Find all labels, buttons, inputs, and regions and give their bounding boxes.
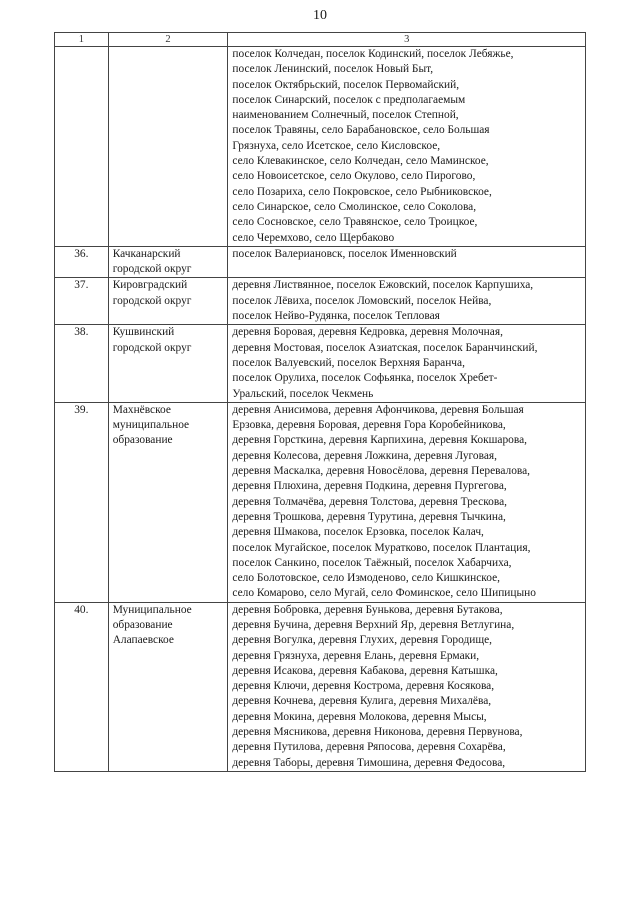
table-header-row bbox=[55, 33, 586, 47]
settlements-cell bbox=[228, 325, 586, 402]
settlements-line: деревня Толмачёва, деревня Толстова, деревня Трескова, bbox=[232, 495, 507, 508]
settlements-line: поселок Лёвиха, поселок Ломовский, поселок Нейва, bbox=[232, 294, 492, 307]
row-number-cell: 40. bbox=[55, 602, 109, 771]
settlements-line: Ерзовка, деревня Боровая, деревня Гора Коробейникова, bbox=[232, 419, 506, 432]
settlements-line: деревня Колесова, деревня Ложкина, деревня Луговая, bbox=[232, 449, 497, 462]
settlements-line: поселок Травяны, село Барабановское, село Большая bbox=[232, 124, 490, 137]
settlements-line: поселок Мугайское, поселок Муратково, поселок Плантация, bbox=[232, 541, 531, 554]
settlements-line: деревня Плюхина, деревня Подкина, деревня Пургегова, bbox=[232, 480, 507, 493]
settlements-line: поселок Ленинский, поселок Новый Быт, bbox=[232, 63, 434, 76]
municipality-name-line: образование bbox=[112, 434, 173, 447]
table-row bbox=[55, 325, 586, 402]
settlements-line: село Болотовское, село Измоденово, село Кишкинское, bbox=[232, 572, 500, 585]
table-row bbox=[55, 402, 586, 602]
settlements-line: деревня Листвянное, поселок Ежовский, поселок Карпушиха, bbox=[232, 279, 534, 292]
settlements-line: село Синарское, село Смолинское, село Соколова, bbox=[232, 200, 477, 213]
municipality-cell bbox=[108, 402, 228, 602]
page-number: 10 bbox=[313, 8, 327, 23]
column-header-settlements: 3 bbox=[228, 33, 586, 47]
municipality-name-line: городской округ bbox=[112, 263, 192, 276]
settlements-line: село Черемхово, село Щербаково bbox=[232, 231, 395, 244]
municipality-name-line: Муниципальное bbox=[112, 603, 192, 616]
table-row bbox=[55, 278, 586, 325]
settlements-line: поселок Колчедан, поселок Кодинский, поселок Лебяжье, bbox=[232, 48, 514, 60]
municipality-cell bbox=[108, 278, 228, 325]
municipality-name-line: Кушвинский bbox=[112, 326, 175, 339]
settlements-line: деревня Анисимова, деревня Афончикова, деревня Большая bbox=[232, 403, 524, 416]
settlements-line: деревня Вогулка, деревня Глухих, деревня Городище, bbox=[232, 634, 493, 647]
settlements-cell bbox=[228, 47, 586, 247]
settlements-line: Грязнуха, село Исетское, село Кисловское, bbox=[232, 139, 441, 152]
column-header-number: 1 bbox=[55, 33, 109, 47]
table-row bbox=[55, 47, 586, 247]
settlements-line: деревня Бучина, деревня Верхний Яр, деревня Ветлугина, bbox=[232, 618, 515, 631]
settlements-line: деревня Горсткина, деревня Карпихина, деревня Кокшарова, bbox=[232, 434, 527, 447]
settlements-line: деревня Мостовая, поселок Азиатская, поселок Баранчинский, bbox=[232, 341, 538, 354]
settlements-line: поселок Валериановск, поселок Именновский bbox=[232, 247, 457, 260]
municipality-name-line: муниципальное bbox=[112, 419, 190, 432]
settlements-line: поселок Санкино, поселок Таёжный, поселок Хабарчиха, bbox=[232, 556, 512, 569]
settlements-cell bbox=[228, 246, 586, 278]
municipality-name-line: Кировградский bbox=[112, 279, 188, 292]
settlements-cell bbox=[228, 602, 586, 771]
municipality-name-line: образование bbox=[112, 618, 173, 631]
row-number-cell bbox=[55, 47, 109, 247]
settlements-line: поселок Синарский, поселок с предполагаемым bbox=[232, 93, 466, 106]
municipality-name-line: городской округ bbox=[112, 341, 192, 354]
settlements-line: наименованием Солнечный, поселок Степной, bbox=[232, 109, 459, 122]
settlements-line: деревня Шмакова, поселок Ерзовка, поселок Калач, bbox=[232, 526, 484, 539]
settlements-line: деревня Бобровка, деревня Бунькова, деревня Бутакова, bbox=[232, 603, 503, 616]
settlements-line: село Клевакинское, село Колчедан, село Маминское, bbox=[232, 155, 489, 168]
municipality-cell bbox=[108, 602, 228, 771]
municipality-cell bbox=[108, 325, 228, 402]
settlements-line: деревня Путилова, деревня Ряпосова, деревня Сохарёва, bbox=[232, 741, 506, 754]
settlements-table bbox=[54, 32, 586, 772]
row-number-cell: 38. bbox=[55, 325, 109, 402]
settlements-line: село Позариха, село Покровское, село Рыбниковское, bbox=[232, 185, 492, 198]
column-header-municipality: 2 bbox=[108, 33, 228, 47]
settlements-line: поселок Орулиха, поселок Софьянка, поселок Хребет- bbox=[232, 372, 498, 385]
table-row bbox=[55, 246, 586, 278]
municipality-name-line: Качканарский bbox=[112, 247, 181, 260]
settlements-line: деревня Кочнева, деревня Кулига, деревня Михалёва, bbox=[232, 695, 492, 708]
settlements-line: деревня Трошкова, деревня Турутина, деревня Тычкина, bbox=[232, 510, 506, 523]
settlements-line: деревня Грязнуха, деревня Елань, деревня Ермаки, bbox=[232, 649, 480, 662]
municipality-cell bbox=[108, 246, 228, 278]
settlements-line: деревня Ключи, деревня Кострома, деревня Косякова, bbox=[232, 680, 495, 693]
settlements-line: деревня Исакова, деревня Кабакова, деревня Катышка, bbox=[232, 664, 498, 677]
settlements-line: село Новоисетское, село Окулово, село Пирогово, bbox=[232, 170, 476, 183]
municipality-cell bbox=[108, 47, 228, 247]
settlements-line: поселок Валуевский, поселок Верхняя Баранча, bbox=[232, 356, 465, 369]
municipality-name-line: городской округ bbox=[112, 294, 192, 307]
row-number-cell: 36. bbox=[55, 246, 109, 278]
settlements-cell bbox=[228, 402, 586, 602]
settlements-line: деревня Мясникова, деревня Никонова, деревня Первунова, bbox=[232, 726, 523, 739]
row-number-cell: 39. bbox=[55, 402, 109, 602]
settlements-cell bbox=[228, 278, 586, 325]
settlements-line: поселок Октябрьский, поселок Первомайский, bbox=[232, 78, 460, 91]
row-number-cell: 37. bbox=[55, 278, 109, 325]
settlements-line: село Комарово, село Мугай, село Фоминское, село Шипицыно bbox=[232, 587, 536, 600]
municipality-name-line: Алапаевское bbox=[112, 634, 174, 647]
settlements-line: Уральский, поселок Чекмень bbox=[232, 387, 374, 400]
settlements-line: поселок Нейво-Рудянка, поселок Тепловая bbox=[232, 310, 440, 323]
settlements-line: деревня Маскалка, деревня Новосёлова, деревня Перевалова, bbox=[232, 465, 531, 478]
settlements-line: село Сосновское, село Травянское, село Троицкое, bbox=[232, 216, 478, 229]
settlements-line: деревня Мокина, деревня Молокова, деревня Мысы, bbox=[232, 710, 487, 723]
settlements-line: деревня Таборы, деревня Тимошина, деревня Федосова, bbox=[232, 756, 506, 769]
settlements-line: деревня Боровая, деревня Кедровка, деревня Молочная, bbox=[232, 326, 503, 339]
municipality-name-line: Махнёвское bbox=[112, 403, 171, 416]
table-body bbox=[55, 47, 586, 772]
table-row bbox=[55, 602, 586, 771]
